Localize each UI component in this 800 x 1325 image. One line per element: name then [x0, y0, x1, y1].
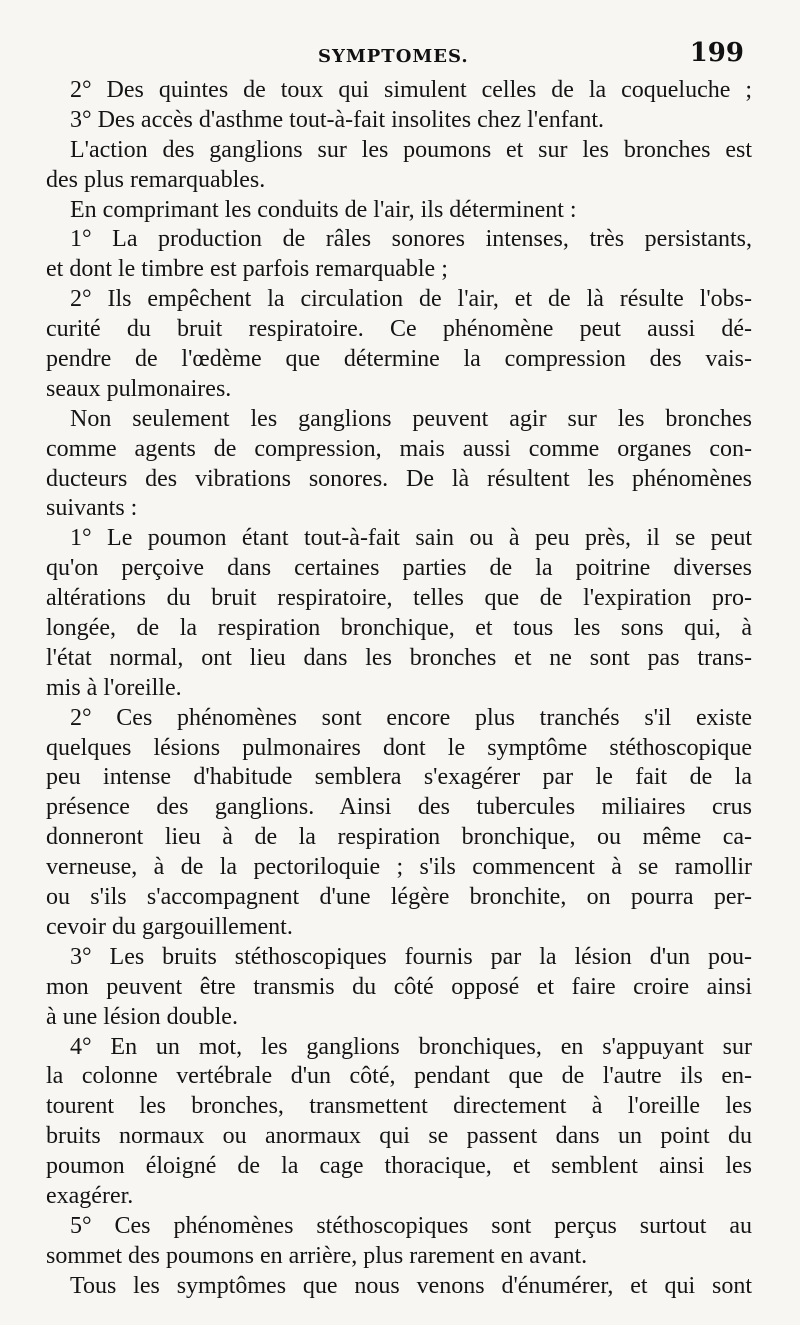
text-line: suivants : — [46, 495, 138, 522]
page-header — [0, 38, 800, 70]
text-line: poumon éloigné de la cage thoracique, et semblent ainsi les — [46, 1153, 752, 1180]
text-line: à une lésion double. — [46, 1003, 238, 1030]
text-line: verneuse, à de la pectoriloquie ; s'ils commencent à se ramollir — [46, 854, 752, 881]
text-line: mis à l'oreille. — [46, 674, 182, 701]
text-line: 2° Ils empêchent la circulation de l'air, et de là résulte l'obs- — [70, 286, 752, 313]
text-line: L'action des ganglions sur les poumons et sur les bronches est — [70, 136, 752, 163]
text-line: bruits normaux ou anormaux qui se passent dans un point du — [46, 1123, 752, 1150]
text-line: longée, de la respiration bronchique, et tous les sons qui, à — [46, 615, 752, 642]
text-line: la colonne vertébrale d'un côté, pendant que de l'autre ils en- — [46, 1063, 752, 1090]
text-line: peu intense d'habitude semblera s'exagérer par le fait de la — [46, 764, 752, 791]
text-line: seaux pulmonaires. — [46, 375, 232, 402]
text-line: pendre de l'œdème que détermine la compression des vais- — [46, 346, 752, 373]
text-line: ducteurs des vibrations sonores. De là résultent les phénomènes — [46, 465, 752, 492]
text-line: présence des ganglions. Ainsi des tubercules miliaires crus — [46, 794, 752, 821]
text-line: comme agents de compression, mais aussi comme organes con- — [46, 435, 752, 462]
text-line: quelques lésions pulmonaires dont le symptôme stéthoscopique — [46, 734, 752, 761]
text-line: des plus remarquables. — [46, 166, 266, 193]
text-line: En comprimant les conduits de l'air, ils déterminent : — [70, 196, 577, 223]
text-line: cevoir du gargouillement. — [46, 913, 293, 940]
text-line: 1° Le poumon étant tout-à-fait sain ou à peu près, il se peut — [70, 525, 752, 552]
text-line: 3° Les bruits stéthoscopiques fournis par la lésion d'un pou- — [70, 943, 752, 970]
text-line: tourent les bronches, transmettent directement à l'oreille les — [46, 1093, 752, 1120]
text-line: 3° Des accès d'asthme tout-à-fait insolites chez l'enfant. — [70, 106, 605, 133]
text-line: donneront lieu à de la respiration bronchique, ou même ca- — [46, 824, 752, 851]
text-line: 2° Ces phénomènes sont encore plus tranchés s'il existe — [70, 704, 752, 731]
body-text — [46, 76, 752, 1302]
text-line: mon peuvent être transmis du côté opposé et faire croire ainsi — [46, 973, 752, 1000]
text-line: altérations du bruit respiratoire, telles que de l'expiration pro- — [46, 585, 752, 612]
text-line: 4° En un mot, les ganglions bronchiques, en s'appuyant sur — [70, 1033, 752, 1060]
text-line: qu'on perçoive dans certaines parties de la poitrine diverses — [46, 555, 752, 582]
text-line: Non seulement les ganglions peuvent agir sur les bronches — [70, 405, 752, 432]
text-line: 2° Des quintes de toux qui simulent celles de la coqueluche ; — [70, 77, 752, 103]
text-line: 1° La production de râles sonores intenses, très persistants, — [70, 226, 752, 253]
text-line: ou s'ils s'accompagnent d'une légère bronchite, on pourra per- — [46, 884, 752, 911]
text-line: exagérer. — [46, 1182, 134, 1209]
text-line: et dont le timbre est parfois remarquable ; — [46, 256, 448, 283]
text-line: Tous les symptômes que nous venons d'énumérer, et qui sont — [70, 1272, 752, 1299]
text-line: curité du bruit respiratoire. Ce phénomène peut aussi dé- — [46, 316, 752, 343]
page-number: 199 — [689, 38, 744, 68]
text-line: 5° Ces phénomènes stéthoscopiques sont perçus surtout au — [70, 1212, 752, 1239]
text-line: sommet des poumons en arrière, plus rarement en avant. — [46, 1242, 588, 1269]
text-line: l'état normal, ont lieu dans les bronches et ne sont pas trans- — [46, 644, 752, 671]
running-title: SYMPTOMES. — [318, 46, 469, 67]
